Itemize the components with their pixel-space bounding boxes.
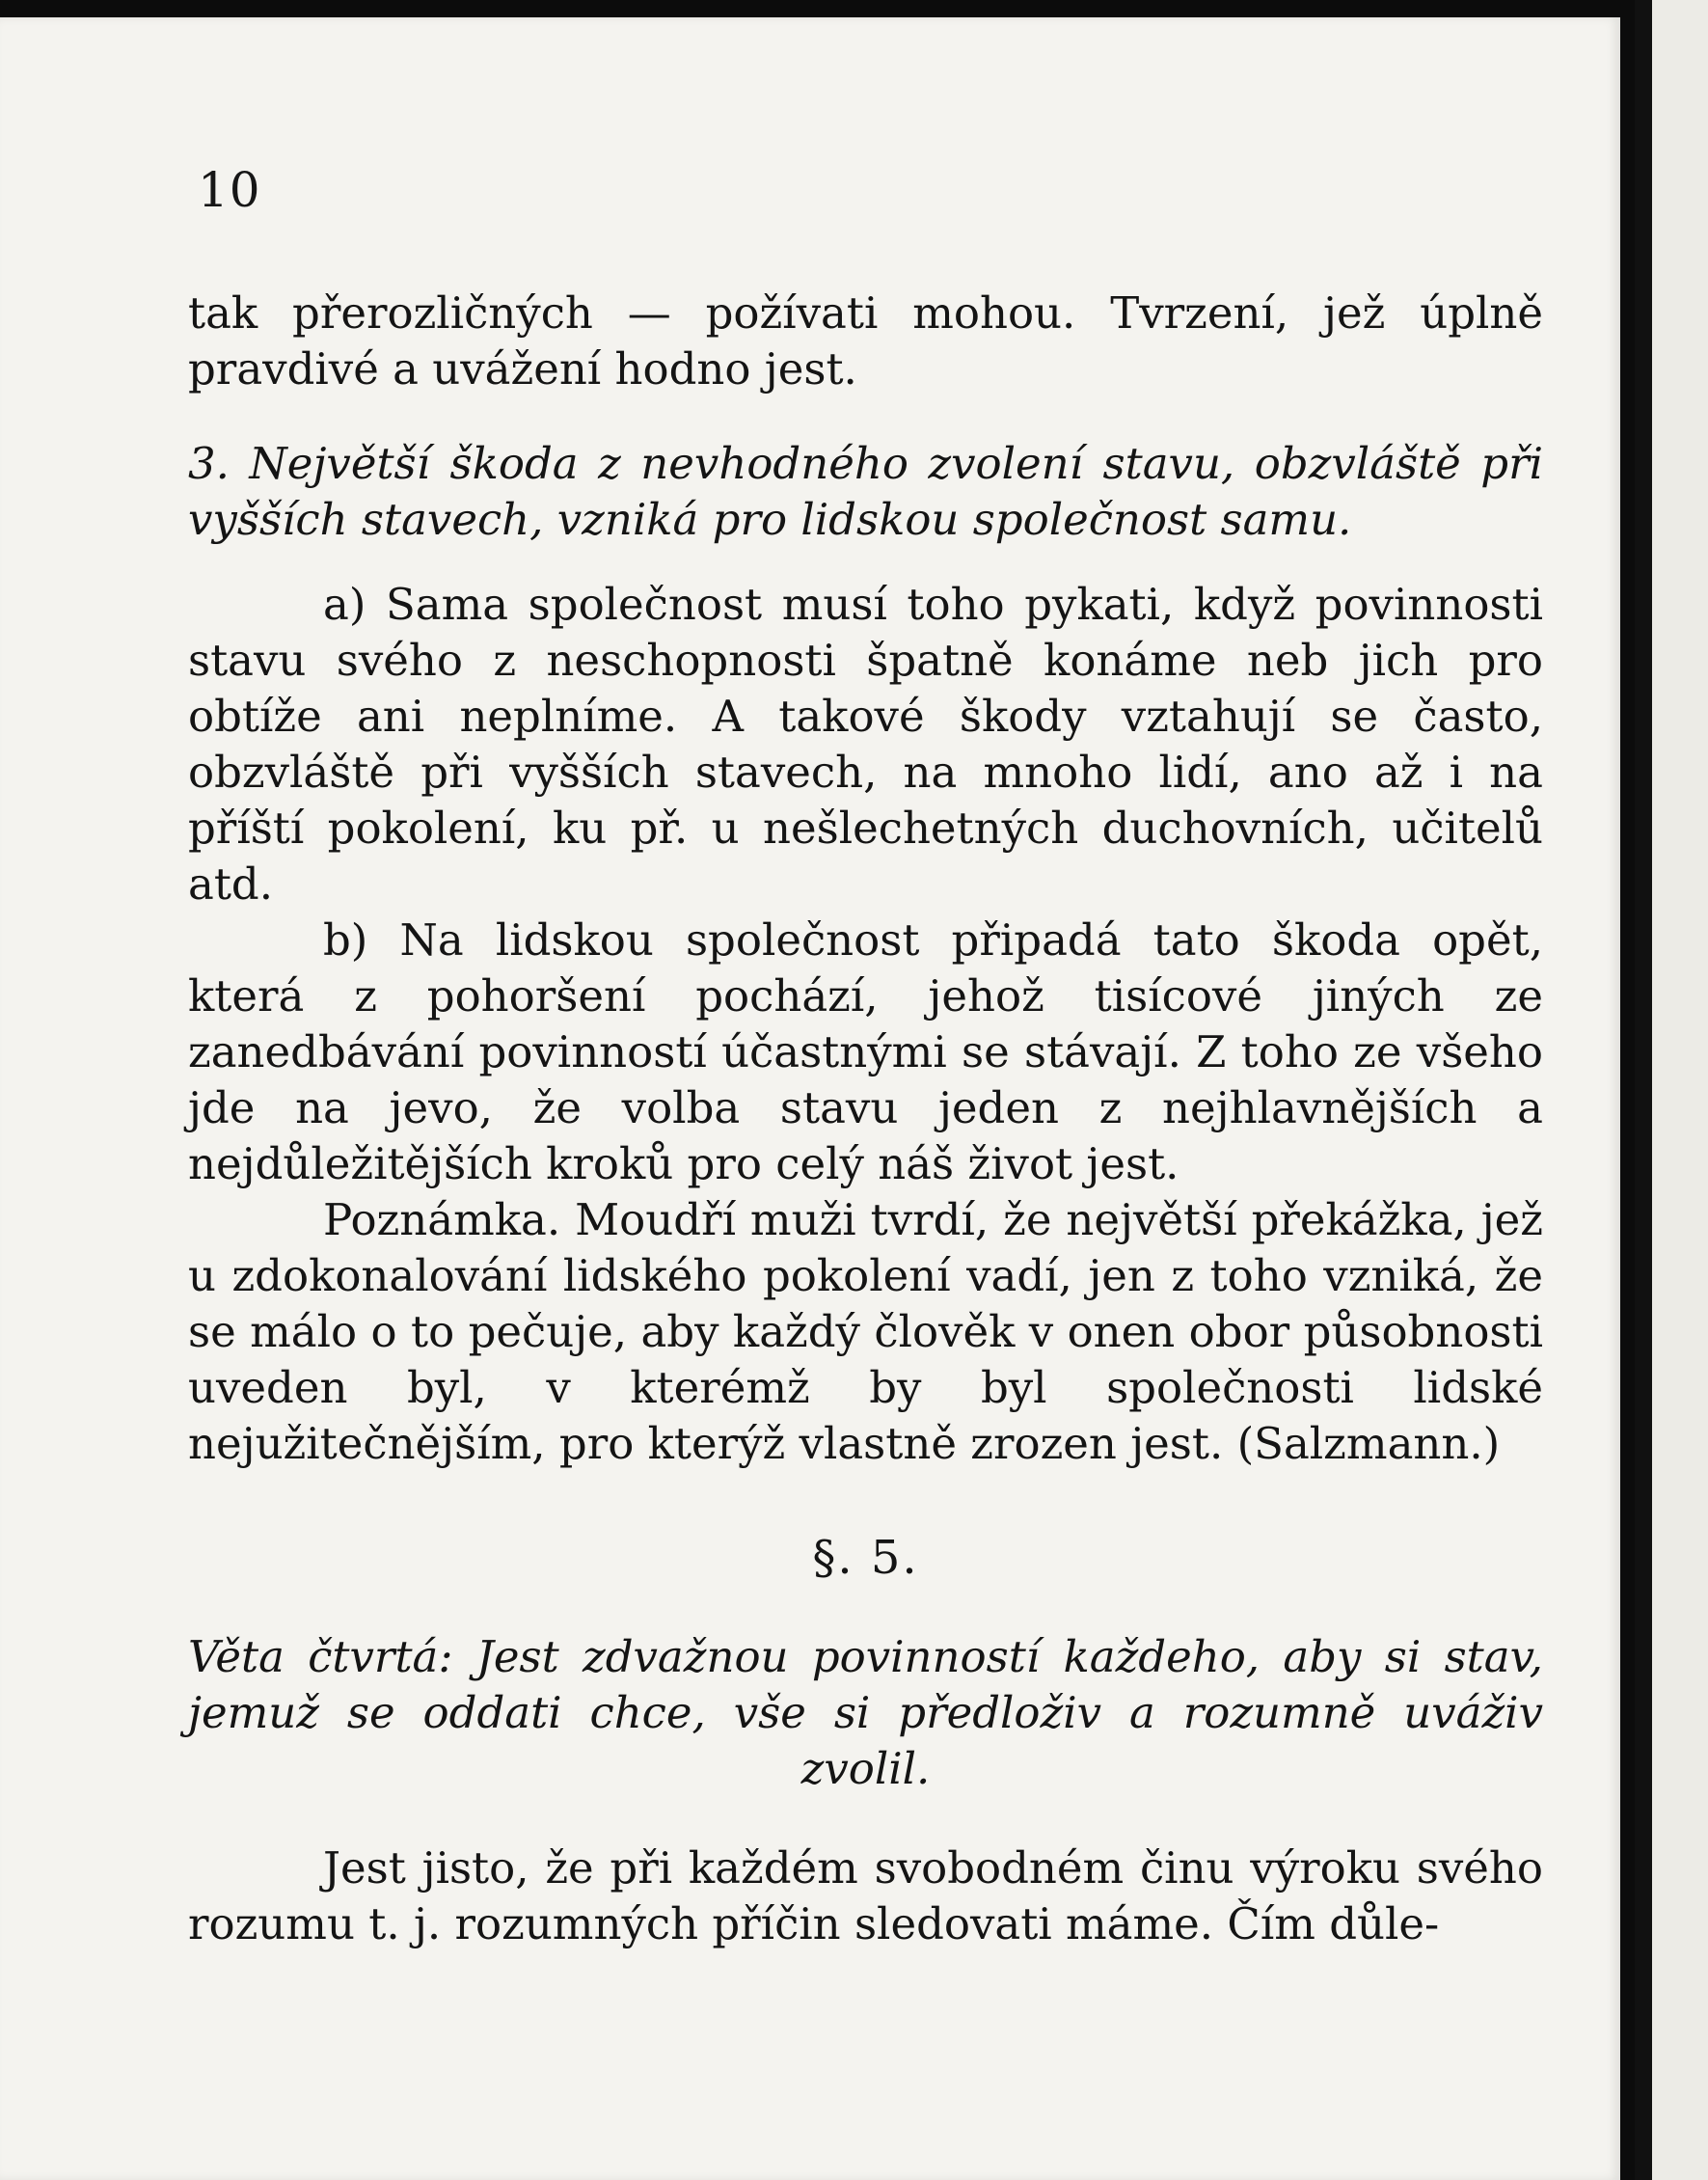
paragraph-continuation: tak přerozličných — požívati mohou. Tvrzení, jež úplně pravdivé a uvážení hodno jest. — [188, 287, 1543, 395]
scan-margin — [1635, 0, 1708, 2180]
scan-edge — [1635, 0, 1652, 2180]
paragraph-point-3: 3. Největší škoda z nevhodného zvolení stavu, obzvláště při vyšších stavech, vzniká pro lidskou společnost samu. — [188, 438, 1543, 545]
paragraph-a: a) Sama společnost musí toho pykati, když povinnosti stavu svého z neschopnosti špatně konáme neb jich pro obtíže ani neplníme. A takové škody vztahují se často, obzvláště při vyšších stavech, na mnoho lidí, ano až i na příští pokolení, ku př. u nešlechetných duchovních, učitelů atd. — [188, 579, 1543, 910]
paragraph-b: b) Na lidskou společnost připadá tato škoda opět, která z pohoršení pochází, jehož tisícové jiných ze zanedbávání povinností účastnými se stávají. Z toho ze všeho jde na jevo, že volba stavu jeden z nejhlavnějších a nejdůležitějších kroků pro celý náš život jest. — [188, 914, 1543, 1189]
theorem-statement: Věta čtvrtá: Jest zdvažnou povinností každeho, aby si stav, jemuž se oddati chce, vše si předloživ a rozumně uváživ zvolil. — [188, 1631, 1543, 1794]
paragraph-body: Jest jisto, že při každém svobodném činu výroku svého rozumu t. j. rozumných příčin sledovati máme. Čím důle- — [188, 1842, 1543, 1949]
page-number: 10 — [198, 162, 261, 218]
paragraph-note: Poznámka. Moudří muži tvrdí, že největší překážka, jež u zdokonalování lidského pokolení vadí, jen z toho vzniká, že se málo o to pečuje, aby každý člověk v onen obor působnosti uveden byl, v kterémž by byl společnosti lidské nejužitečnějším, pro kterýž vlastně zrozen jest. (Salzmann.) — [188, 1194, 1543, 1469]
book-page — [0, 17, 1620, 2180]
page-text — [188, 286, 1543, 1952]
section-heading: §. 5. — [812, 1531, 919, 1585]
